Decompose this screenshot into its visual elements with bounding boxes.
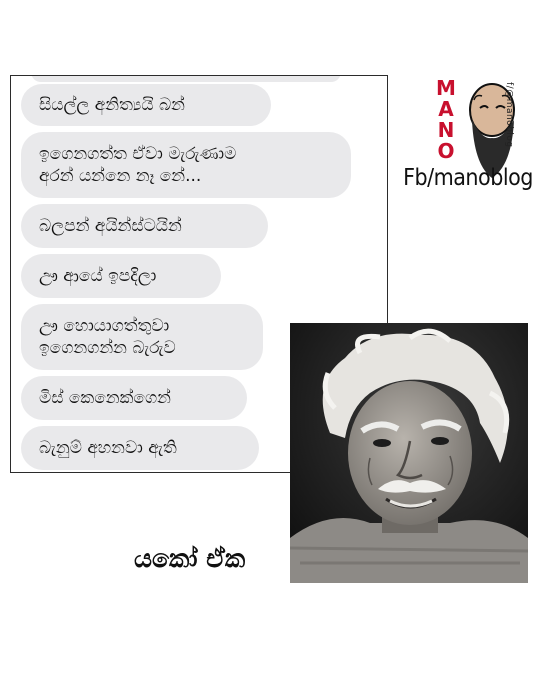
logo-letter: O	[437, 139, 455, 163]
chat-bubble: බලපන් අයින්ස්ටයින්	[21, 204, 268, 248]
portrait-face	[348, 381, 472, 525]
caption: යකෝ ඒක	[134, 544, 246, 573]
logo-handle: f/@manoblog	[504, 82, 514, 148]
portrait-photo	[290, 323, 528, 583]
chat-bubble: බැනුම් අහනවා ඇති	[21, 426, 259, 470]
logo-letter: A	[438, 97, 454, 121]
chat-bubble: ඉගෙනගත්ත ඒවා මැරුණාම අරන් යන්නෙ නෑ නේ...	[21, 132, 351, 198]
chat-bubble: සියල්ල අනිත්‍යයි බන්	[21, 84, 271, 126]
chat-bubble: ඌ ආයේ ඉපදිලා	[21, 254, 221, 298]
chat-bubble: ඌ හොයාගත්තුවා ඉගෙනගන්න බැරුව	[21, 304, 263, 370]
chat-bubble: මිස් කෙනෙක්ගෙන්	[21, 376, 247, 420]
logo-letter: N	[437, 118, 455, 142]
logo-letter: M	[436, 76, 456, 100]
fb-page-label: Fb/manoblog	[403, 165, 533, 191]
